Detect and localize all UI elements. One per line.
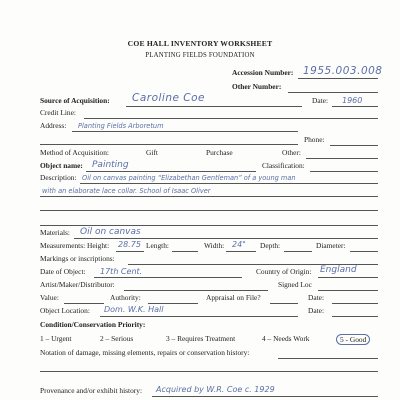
source-line xyxy=(126,106,302,107)
phone-label: Phone: xyxy=(304,135,325,144)
country-value[interactable]: England xyxy=(320,265,357,275)
object-name-value[interactable]: Painting xyxy=(92,160,129,170)
description-value-1[interactable]: Oil on canvas painting “Elizabethan Gentleman” of a young man xyxy=(82,174,296,182)
description-line-4[interactable] xyxy=(40,225,378,226)
method-other-line[interactable] xyxy=(306,158,378,159)
other-number-label: Other Number: xyxy=(232,82,282,91)
credit-line-label: Credit Line: xyxy=(40,108,76,117)
description-line-3[interactable] xyxy=(40,210,378,211)
description-line-1 xyxy=(80,183,378,184)
markings-label: Markings or inscriptions: xyxy=(40,254,115,263)
classification-line[interactable] xyxy=(310,171,378,172)
accession-number-label: Accession Number: xyxy=(232,68,294,77)
materials-line xyxy=(74,238,378,239)
depth-label: Depth: xyxy=(260,241,281,250)
other-number-line[interactable] xyxy=(288,92,378,93)
condition-3-requires-treatment[interactable]: 3 – Requires Treatment xyxy=(166,334,236,343)
width-line xyxy=(226,251,256,252)
appraisal-line[interactable] xyxy=(270,303,298,304)
object-name-label: Object name: xyxy=(40,161,83,170)
appraisal-date-line[interactable] xyxy=(332,303,378,304)
signed-line[interactable] xyxy=(318,290,378,291)
date-value[interactable]: 1960 xyxy=(342,96,363,105)
condition-4-needs-work[interactable]: 4 – Needs Work xyxy=(262,334,310,343)
diameter-label: Diameter: xyxy=(316,241,346,250)
measurements-label: Measurements: Height: xyxy=(40,241,110,250)
authority-line[interactable] xyxy=(148,303,198,304)
length-line[interactable] xyxy=(172,251,198,252)
method-purchase[interactable]: Purchase xyxy=(206,148,233,157)
date-line xyxy=(332,106,378,107)
artist-line[interactable] xyxy=(124,290,268,291)
value-line[interactable] xyxy=(64,303,104,304)
worksheet-title: COE HALL INVENTORY WORKSHEET xyxy=(127,39,273,48)
description-value-2[interactable]: with an elaborate lace collar. School of Isaac Oliver xyxy=(42,187,211,195)
source-value[interactable]: Caroline Coe xyxy=(132,92,206,104)
diameter-line[interactable] xyxy=(350,251,378,252)
notation-line-1[interactable] xyxy=(278,358,378,359)
address-line xyxy=(72,131,298,132)
worksheet-subtitle: PLANTING FIELDS FOUNDATION xyxy=(145,52,255,59)
object-name-line xyxy=(86,171,256,172)
condition-2-serious[interactable]: 2 – Serious xyxy=(100,334,134,343)
date-of-object-label: Date of Object: xyxy=(40,267,86,276)
date-label: Date: xyxy=(312,96,329,105)
width-label: Width: xyxy=(204,241,225,250)
depth-line[interactable] xyxy=(284,251,312,252)
height-value[interactable]: 28.75 xyxy=(118,240,141,249)
condition-title: Condition/Conservation Priority: xyxy=(40,320,146,329)
signed-label: Signed Loc xyxy=(278,280,312,289)
provenance-label: Provenance and/or exhibit history: xyxy=(40,386,143,395)
length-label: Length: xyxy=(146,241,169,250)
country-line xyxy=(318,277,378,278)
phone-line[interactable] xyxy=(330,145,378,146)
location-date-label: Date: xyxy=(308,306,325,315)
accession-number-line xyxy=(298,78,378,79)
location-date-line[interactable] xyxy=(332,316,378,317)
address-label: Address: xyxy=(40,121,67,130)
condition-5-good[interactable]: 5 - Good xyxy=(336,334,370,345)
materials-label: Materials: xyxy=(40,228,70,237)
address-value[interactable]: Planting Fields Arboretum xyxy=(78,122,164,130)
method-gift[interactable]: Gift xyxy=(146,148,158,157)
credit-line-line[interactable] xyxy=(84,118,378,119)
provenance-value[interactable]: Acquired by W.R. Coe c. 1929 xyxy=(156,385,275,394)
value-label: Value: xyxy=(40,293,59,302)
authority-label: Authority: xyxy=(110,293,141,302)
materials-value[interactable]: Oil on canvas xyxy=(80,227,141,237)
date-of-object-line xyxy=(94,277,242,278)
appraisal-label: Appraisal on File? xyxy=(206,293,261,302)
method-label: Method of Acquisition: xyxy=(40,148,109,157)
artist-label: Artist/Maker/Distributor: xyxy=(40,280,115,289)
condition-1-urgent[interactable]: 1 – Urgent xyxy=(40,334,72,343)
appraisal-date-label: Date: xyxy=(308,293,325,302)
object-location-line xyxy=(100,316,298,317)
country-label: Country of Origin: xyxy=(256,267,312,276)
width-value[interactable]: 24" xyxy=(232,240,246,249)
date-of-object-value[interactable]: 17th Cent. xyxy=(100,267,143,276)
notation-line-2[interactable] xyxy=(40,371,378,372)
method-other-label: Other: xyxy=(282,148,301,157)
accession-number-value[interactable]: 1955.003.008 xyxy=(303,65,383,77)
classification-label: Classification: xyxy=(262,161,305,170)
height-line xyxy=(116,251,144,252)
source-label: Source of Acquisition: xyxy=(40,96,110,105)
object-location-label: Object Location: xyxy=(40,306,90,315)
address-line-2[interactable] xyxy=(40,144,298,145)
description-line-2 xyxy=(40,196,378,197)
notation-label: Notation of damage, missing elements, repairs or conservation history: xyxy=(40,348,250,357)
object-location-value[interactable]: Dom. W.K. Hall xyxy=(104,305,164,314)
provenance-line xyxy=(152,396,378,397)
description-label: Description: xyxy=(40,173,77,182)
